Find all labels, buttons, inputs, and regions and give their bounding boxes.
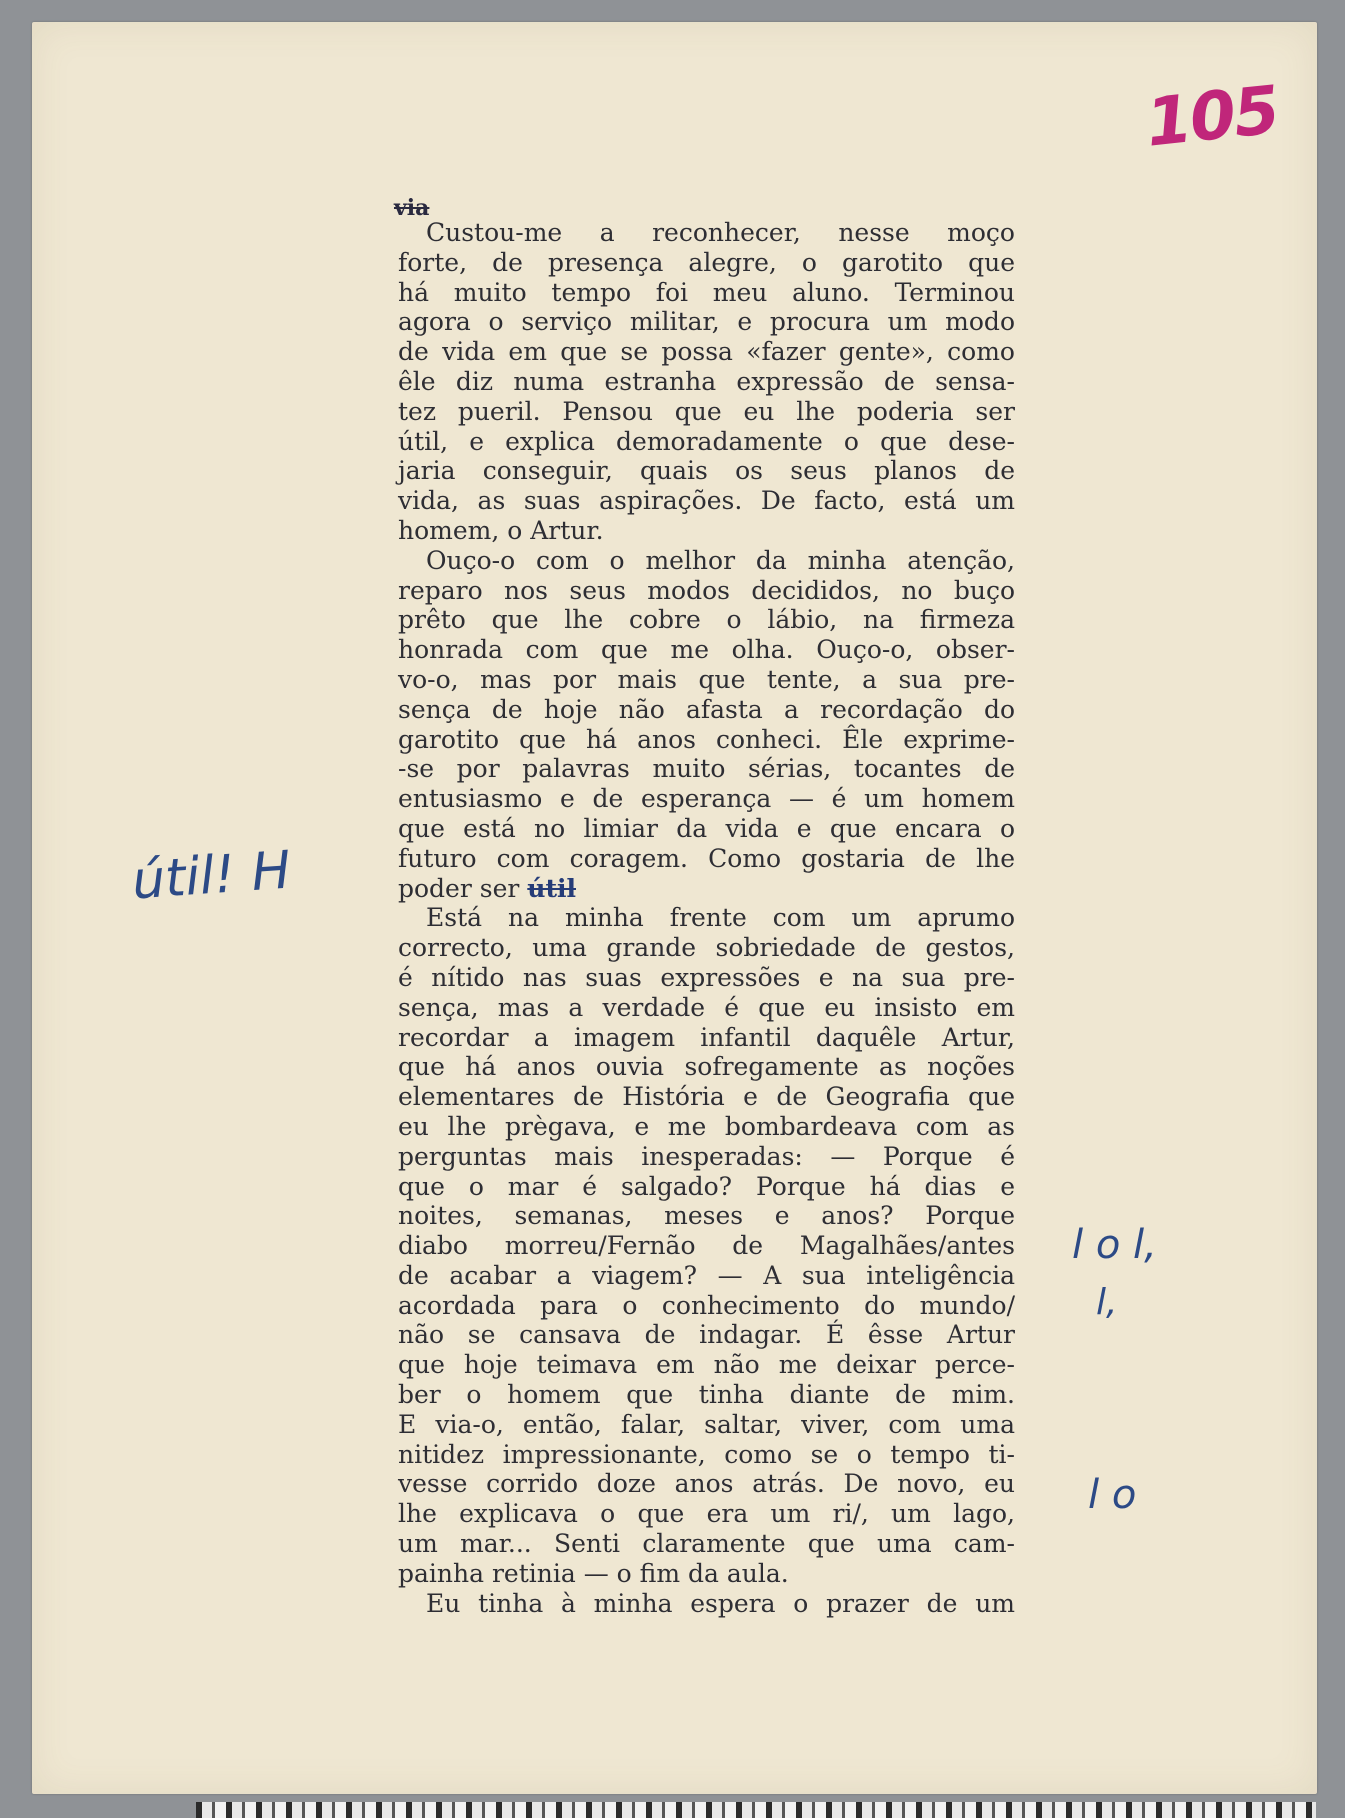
text-line: diabo morreu/Fernão de Magalhães/antes: [398, 1231, 1015, 1261]
typeset-text-block: [394, 195, 1015, 1618]
text-line: perguntas mais inesperadas: — Porque é: [398, 1141, 1015, 1171]
text-line: honrada com que me olha. Ouço-o, obser-: [398, 635, 1015, 665]
handwritten-page-number: 105: [1142, 71, 1282, 162]
text-line: vo-o, mas por mais que tente, a sua pre-: [398, 664, 1015, 694]
text-line: agora o serviço militar, e procura um modo: [398, 307, 1015, 337]
text-line: de acabar a viagem? — A sua inteligência: [398, 1260, 1015, 1290]
text-line: correcto, uma grande sobriedade de gestos,: [398, 933, 1015, 963]
text-line: forte, de presença alegre, o garotito que: [398, 247, 1015, 277]
text-line: eu lhe prègava, e me bombardeava com as: [398, 1111, 1015, 1141]
text-line: é nítido nas suas expressões e na sua pre-: [398, 962, 1015, 992]
paragraph-1: [398, 218, 1015, 546]
text-line: nitidez impressionante, como se o tempo ti-: [398, 1439, 1015, 1469]
margin-note-right-3: l o: [1088, 1472, 1137, 1518]
text-line: que hoje teimava em não me deixar perce-: [398, 1350, 1015, 1380]
margin-note-left: útil! H: [130, 840, 293, 912]
text-line: acordada para o conhecimento do mundo/: [398, 1290, 1015, 1320]
text-line: Está na minha frente com um aprumo: [426, 903, 1015, 933]
text-line: sença de hoje não afasta a recordação do: [398, 694, 1015, 724]
text-line: futuro com coragem. Como gostaria de lhe: [398, 843, 1015, 873]
text-line: um mar... Senti claramente que uma cam-: [398, 1529, 1015, 1559]
paragraph-2: [398, 546, 1015, 904]
text-line: recordar a imagem infantil daquêle Artur,: [398, 1022, 1015, 1052]
text-line: Ouço-o com o melhor da minha atenção,: [426, 545, 1015, 575]
text-line: jaria conseguir, quais os seus planos de: [398, 456, 1015, 486]
text-line: útil, e explica demoradamente o que dese-: [398, 426, 1015, 456]
text-line: de vida em que se possa «fazer gente», como: [398, 337, 1015, 367]
text-line: Custou-me a reconhecer, nesse moço: [426, 218, 1015, 247]
paragraph-4: [398, 1589, 1015, 1619]
text-line-with-strikethrough: [398, 874, 1015, 904]
paragraph-3: [398, 903, 1015, 1588]
text-line: homem, o Artur.: [398, 515, 604, 545]
text-line: há muito tempo foi meu aluno. Terminou: [398, 277, 1015, 307]
text-line: ber o homem que tinha diante de mim.: [398, 1380, 1015, 1410]
text-line: que está no limiar da vida e que encara o: [398, 813, 1015, 843]
text-line: reparo nos seus modos decididos, no buço: [398, 575, 1015, 605]
margin-note-right-1: l o l,: [1072, 1222, 1157, 1268]
struck-header-word: via: [394, 195, 430, 221]
scan-color-ruler: [196, 1802, 1316, 1818]
text-line: que há anos ouvia sofregamente as noções: [398, 1052, 1015, 1082]
struck-word: útil: [527, 873, 576, 903]
text-line: que o mar é salgado? Porque há dias e: [398, 1171, 1015, 1201]
text-line: E via-o, então, falar, saltar, viver, com uma: [398, 1409, 1015, 1439]
text-line: Eu tinha à minha espera o prazer de um: [426, 1588, 1015, 1618]
text-line: tez pueril. Pensou que eu lhe poderia ser: [398, 396, 1015, 426]
text-line: não se cansava de indagar. É êsse Artur: [398, 1320, 1015, 1350]
text-line: garotito que há anos conheci. Êle exprime-: [398, 724, 1015, 754]
text-line: vesse corrido doze anos atrás. De novo, eu: [398, 1469, 1015, 1499]
text-line: noites, semanas, meses e anos? Porque: [398, 1201, 1015, 1231]
text-line: painha retinia — o fim da aula.: [398, 1558, 789, 1588]
text-fragment: poder ser: [398, 873, 528, 903]
text-line: lhe explicava o que era um ri/, um lago,: [398, 1499, 1015, 1529]
text-line: prêto que lhe cobre o lábio, na firmeza: [398, 605, 1015, 635]
text-line: elementares de História e de Geografia que: [398, 1082, 1015, 1112]
margin-note-right-2: l,: [1096, 1282, 1118, 1323]
text-line: -se por palavras muito sérias, tocantes de: [398, 754, 1015, 784]
text-line: sença, mas a verdade é que eu insisto em: [398, 992, 1015, 1022]
text-line: vida, as suas aspirações. De facto, está um: [398, 486, 1015, 516]
text-line: êle diz numa estranha expressão de sensa-: [398, 366, 1015, 396]
text-line: entusiasmo e de esperança — é um homem: [398, 784, 1015, 814]
